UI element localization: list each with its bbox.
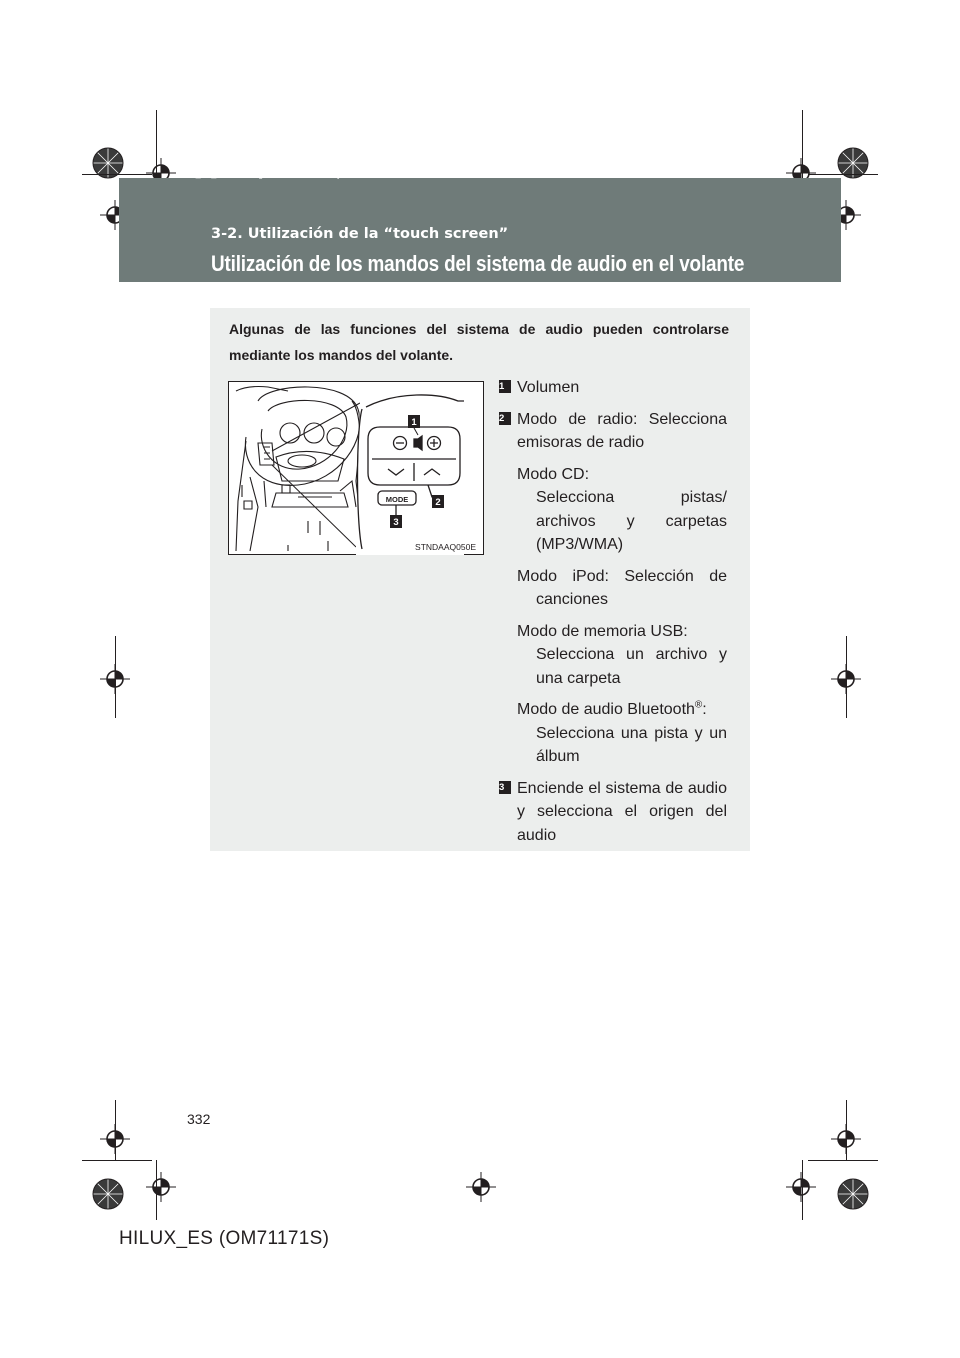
crop-line (802, 110, 803, 180)
figure-callout-2: 2 (435, 497, 441, 508)
item-text: Modo de radio: Selecciona emisoras de radio (517, 410, 727, 451)
registration-target-icon (786, 1172, 816, 1202)
item-number-badge: 3 (499, 781, 511, 794)
item-number-badge: 1 (499, 380, 511, 393)
color-wheel-mark-icon (91, 1177, 125, 1211)
mode-label (517, 698, 727, 722)
list-item (499, 777, 727, 848)
crop-line (115, 1100, 116, 1160)
mode-description: Selecciona un archivo y una carpeta (536, 646, 727, 687)
footer-code: HILUX_ES (OM71171S) (119, 1228, 330, 1249)
mode-label-colon: : (702, 701, 707, 718)
steering-wheel-figure (228, 381, 484, 555)
list-item (499, 376, 727, 400)
crop-line (82, 174, 152, 175)
page-title: Utilización de los mandos del sistema de audio en el volante (211, 251, 745, 276)
registration-target-icon (466, 1172, 496, 1202)
figure-callout-1: 1 (411, 417, 417, 428)
mode-label-text: Modo de audio Bluetooth (517, 701, 695, 718)
crop-line (115, 636, 116, 718)
color-wheel-mark-icon (836, 1177, 870, 1211)
mode-description: Selecciona pistas/ archivos y carpetas (MP3/WMA) (536, 489, 727, 553)
mode-description: canciones (536, 591, 609, 608)
crop-line (846, 636, 847, 718)
item-text: Volumen (517, 379, 580, 396)
crop-line (156, 1160, 157, 1220)
intro-paragraph: Algunas de las funciones del sistema de audio pueden controlarse mediante los mandos del volante. (229, 321, 729, 363)
item-text: Enciende el sistema de audio y selecciona el origen del audio (517, 779, 727, 844)
crop-line (156, 110, 157, 180)
section-label: 3-2. Utilización de la “touch screen” (211, 226, 509, 242)
control-list (499, 376, 727, 855)
page-number: 332 (187, 1111, 211, 1127)
mode-description: Selecciona una pista y un álbum (536, 724, 727, 765)
crop-line (846, 1100, 847, 1160)
mode-label: Modo de memoria USB: (517, 622, 688, 640)
registration-target-icon (146, 1172, 176, 1202)
list-item (499, 408, 727, 455)
mode-entry (499, 620, 727, 691)
file-stamp: sec_03_02.fm Page 332 Wednesday, March 30, 2011 6:53 PM (180, 170, 467, 180)
mode-label: Modo iPod: Selección de (517, 567, 727, 585)
mode-entry (499, 565, 727, 612)
item-number-badge: 2 (499, 412, 511, 425)
crop-line (808, 174, 878, 175)
mode-entry (499, 698, 727, 769)
crop-line (82, 1160, 152, 1161)
mode-entry (499, 463, 727, 557)
figure-code: STNDAAQ050E (415, 542, 476, 552)
crop-line (808, 1160, 878, 1161)
figure-callout-3: 3 (393, 517, 399, 528)
mode-label: Modo CD: (517, 465, 590, 483)
mode-button-label: MODE (385, 495, 409, 504)
crop-line (802, 1160, 803, 1220)
registered-mark: ® (694, 699, 703, 711)
